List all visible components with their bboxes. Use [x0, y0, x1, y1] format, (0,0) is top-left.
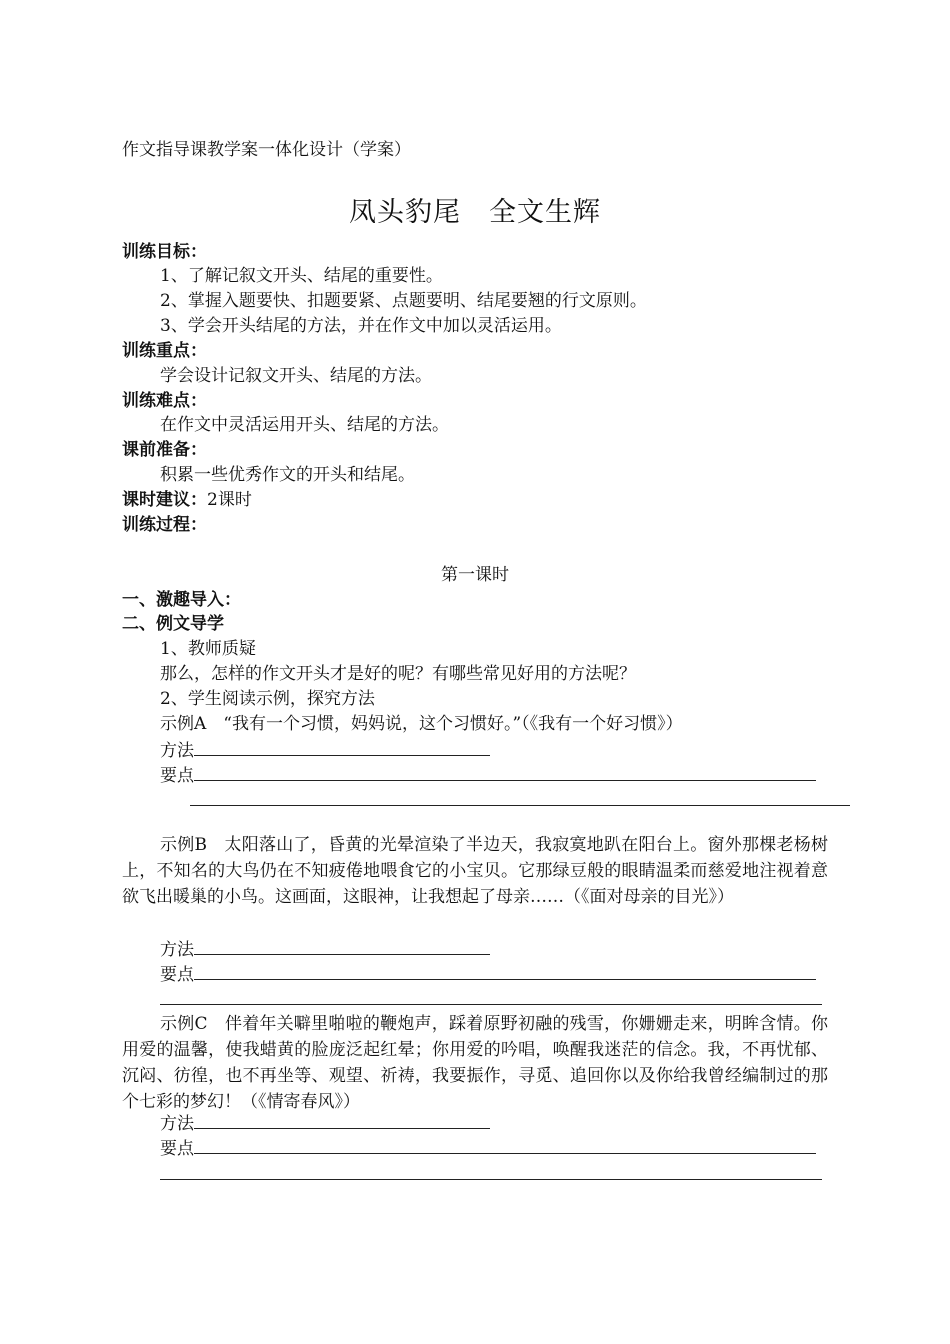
example-b-text: 示例B 太阳落山了，昏黄的光晕渲染了半边天，我寂寞地趴在阳台上。窗外那棵老杨树上，不知名的大鸟仍在不知疲倦地喂食它的小宝贝。它那绿豆般的眼睛温柔而慈爱地注视着意欲飞出暖巢的小鸟。这画面，这眼神，让我想起了母亲……（《面对母亲的目光》） [122, 835, 828, 907]
key-field[interactable] [160, 764, 816, 786]
answer-blank[interactable] [194, 963, 816, 980]
method-field[interactable] [160, 938, 490, 960]
example-a: 示例A “我有一个习惯，妈妈说，这个习惯好。”（《我有一个好习惯》） [160, 714, 683, 734]
prep-text: 积累一些优秀作文的开头和结尾。 [160, 465, 415, 485]
example-c [122, 1011, 828, 1115]
process-heading: 训练过程： [122, 515, 207, 535]
answer-blank[interactable] [194, 1112, 490, 1129]
goal-item: 2、掌握入题要快、扣题要紧、点题要明、结尾要翘的行文原则。 [160, 291, 647, 311]
answer-blank[interactable] [194, 1137, 816, 1154]
answer-blank[interactable] [194, 764, 816, 781]
method-label: 方法 [160, 940, 194, 960]
goal-item: 3、学会开头结尾的方法，并在作文中加以灵活运用。 [160, 316, 562, 336]
focus-heading: 训练重点： [122, 341, 207, 361]
key-field[interactable] [160, 963, 816, 985]
answer-blank[interactable] [194, 739, 490, 756]
lesson-heading: 第一课时 [441, 565, 509, 585]
section-heading: 一、激趣导入： [122, 590, 241, 610]
hours-line [122, 490, 252, 510]
answer-blank[interactable] [194, 938, 490, 955]
key-label: 要点 [160, 766, 194, 786]
key-label: 要点 [160, 965, 194, 985]
page-title: 凤头豹尾 全文生辉 [349, 197, 601, 228]
method-label: 方法 [160, 1114, 194, 1134]
answer-line[interactable] [160, 1179, 822, 1180]
difficulty-heading: 训练难点： [122, 391, 207, 411]
question-text: 那么，怎样的作文开头才是好的呢？有哪些常见好用的方法呢？ [160, 664, 636, 684]
key-label: 要点 [160, 1139, 194, 1159]
doc-header: 作文指导课教学案一体化设计（学案） [122, 140, 411, 160]
method-label: 方法 [160, 741, 194, 761]
prep-heading: 课前准备： [122, 440, 207, 460]
goal-item: 1、了解记叙文开头、结尾的重要性。 [160, 266, 443, 286]
goals-heading: 训练目标： [122, 242, 207, 262]
difficulty-text: 在作文中灵活运用开头、结尾的方法。 [160, 415, 449, 435]
step-text: 2、学生阅读示例，探究方法 [160, 689, 375, 709]
focus-text: 学会设计记叙文开头、结尾的方法。 [160, 366, 432, 386]
answer-line[interactable] [190, 805, 850, 806]
hours-heading: 课时建议： [122, 490, 207, 510]
answer-line[interactable] [160, 1004, 822, 1005]
example-b [122, 832, 828, 910]
section-heading: 二、例文导学 [122, 614, 224, 634]
hours-text: 2课时 [207, 490, 252, 510]
method-field[interactable] [160, 739, 490, 761]
key-field[interactable] [160, 1137, 816, 1159]
step-text: 1、教师质疑 [160, 639, 256, 659]
method-field[interactable] [160, 1112, 490, 1134]
example-c-text: 示例C 伴着年关噼里啪啦的鞭炮声，踩着原野初融的残雪，你姗姗走来，明眸含情。你用爱的温馨，使我蜡黄的脸庞泛起红晕；你用爱的吟唱，唤醒我迷茫的信念。我，不再忧郁、沉闷、彷徨，也不再坐等、观望、祈祷，我要振作，寻觅、追回你以及你给我曾经编制过的那个七彩的梦幻！（《情寄春风》） [122, 1014, 828, 1112]
